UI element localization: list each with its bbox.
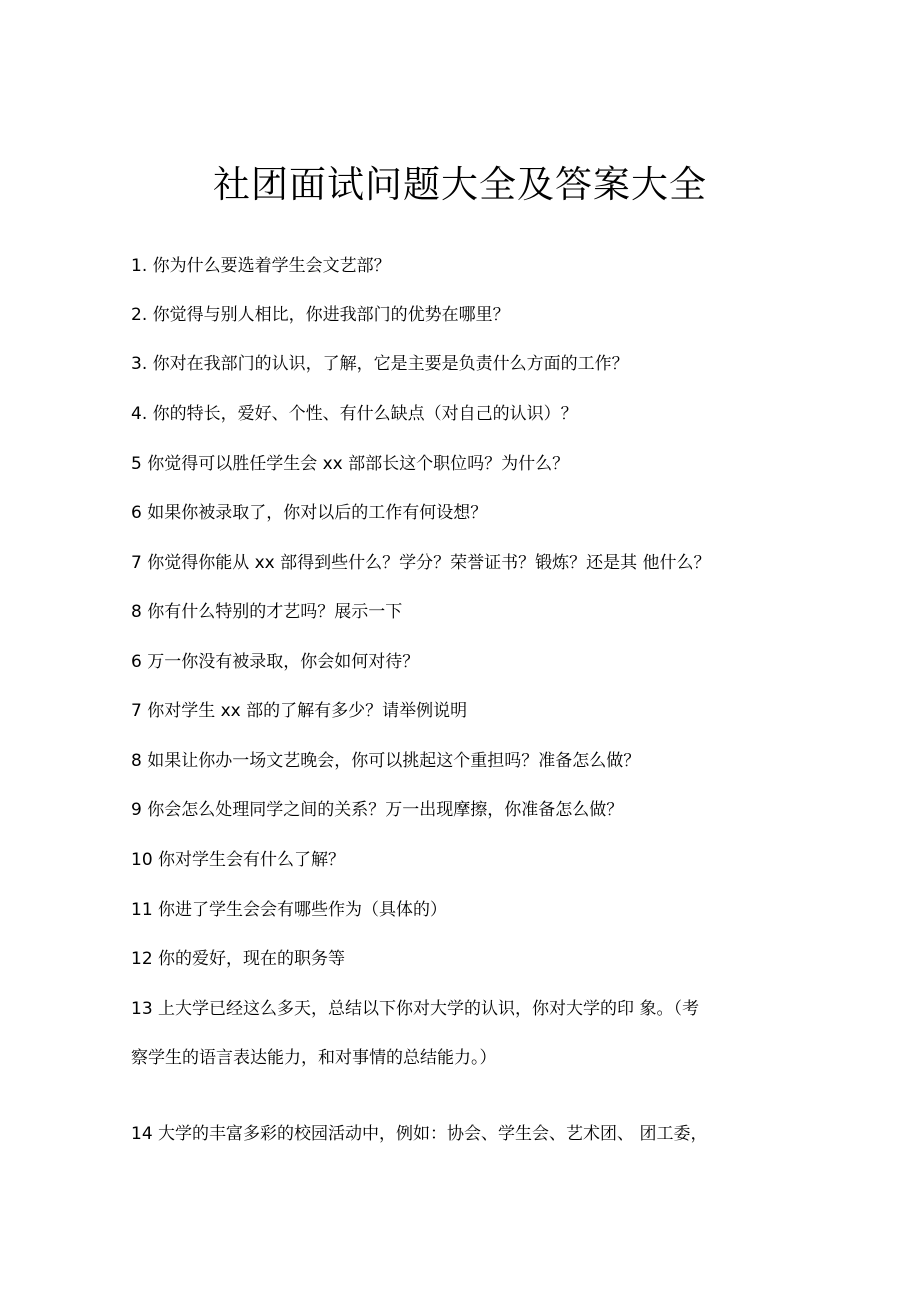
- question-line: 12 你的爱好，现在的职务等: [131, 949, 346, 969]
- question-line: 7 你对学生 xx 部的了解有多少？请举例说明: [131, 701, 468, 721]
- document-title: 社团面试问题大全及答案大全: [213, 163, 707, 206]
- question-line: 7 你觉得你能从 xx 部得到些什么？学分？荣誉证书？锻炼？还是其 他什么？: [131, 553, 711, 573]
- question-line: 11 你进了学生会会有哪些作为（具体的）: [131, 900, 448, 920]
- question-line: 1. 你为什么要选着学生会文艺部？: [131, 256, 391, 276]
- question-line: 8 你有什么特别的才艺吗？展示一下: [131, 602, 403, 622]
- question-line: 10 你对学生会有什么了解？: [131, 850, 346, 870]
- question-line: 5 你觉得可以胜任学生会 xx 部部长这个职位吗？为什么？: [131, 454, 570, 474]
- question-line: 6 万一你没有被录取，你会如何对待？: [131, 652, 420, 672]
- question-line: 4. 你的特长，爱好、个性、有什么缺点（对自己的认识）？: [131, 404, 578, 424]
- question-line: 6 如果你被录取了，你对以后的工作有何设想？: [131, 503, 488, 523]
- question-line: 3. 你对在我部门的认识，了解，它是主要是负责什么方面的工作？: [131, 354, 629, 374]
- question-line: 14 大学的丰富多彩的校园活动中，例如：协会、学生会、艺术团、 团工委，: [131, 1124, 708, 1144]
- question-line: 13 上大学已经这么多天，总结以下你对大学的认识，你对大学的印 象。（考: [131, 999, 699, 1019]
- question-line: 察学生的语言表达能力，和对事情的总结能力。）: [131, 1048, 497, 1068]
- question-line: 8 如果让你办一场文艺晚会，你可以挑起这个重担吗？准备怎么做？: [131, 751, 641, 771]
- question-line: 9 你会怎么处理同学之间的关系？万一出现摩擦，你准备怎么做？: [131, 800, 624, 820]
- question-line: 2. 你觉得与别人相比，你进我部门的优势在哪里？: [131, 305, 510, 325]
